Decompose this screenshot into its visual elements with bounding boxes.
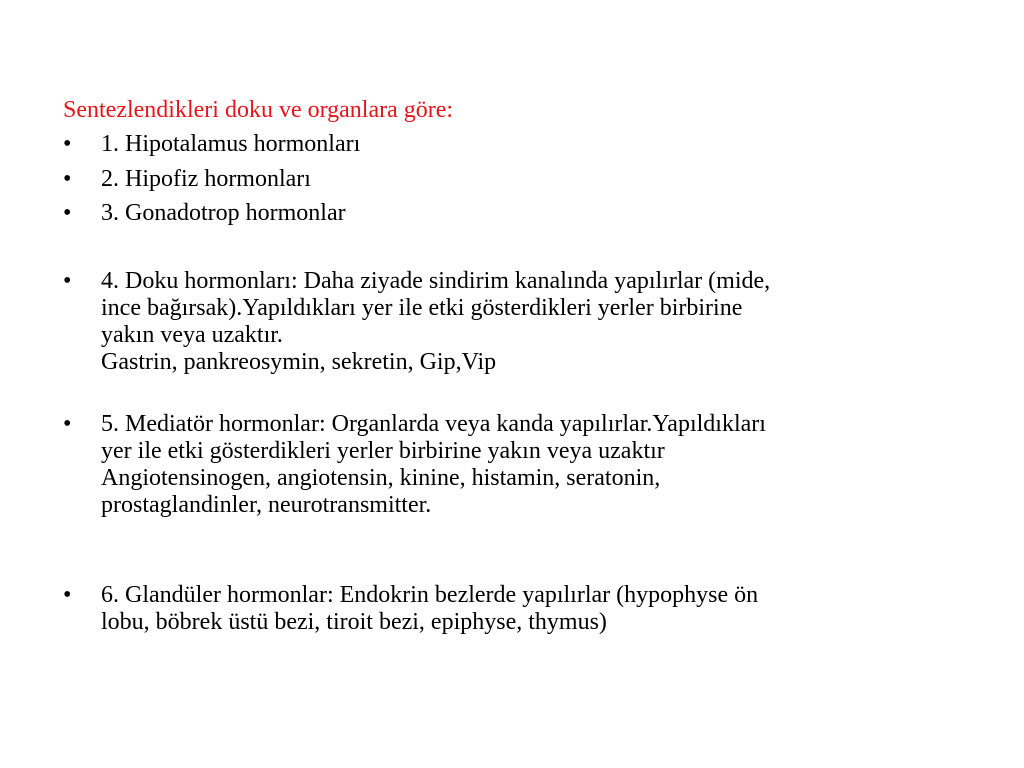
list-item-examples: Gastrin, pankreosymin, sekretin, Gip,Vip [101, 349, 497, 375]
list-item-main-text: 4. Doku hormonları: Daha ziyade sindirim kanalında yapılırlar (mide, ince bağırsak).Yapıldıkları yer ile etki gösterdikleri yerler birbirine yakın veya uzaktır. [101, 268, 771, 348]
list-item-text: 2. Hipofiz hormonları [101, 166, 311, 192]
list-item-text: 3. Gonadotrop hormonlar [101, 200, 346, 226]
list-item [63, 411, 943, 519]
bullet-icon: • [63, 131, 72, 157]
list-item-text: 6. Glandüler hormonlar: Endokrin bezlerde yapılırlar (hypophyse ön lobu, böbrek üstü bezi, tiroit bezi, epiphyse, thymus) [101, 582, 759, 635]
bullet-icon: • [63, 411, 72, 437]
list-item-text [101, 268, 943, 376]
list-item-examples: Angiotensinogen, angiotensin, kinine, histamin, seratonin, prostaglandinler, neurotransmitter. [101, 465, 661, 518]
bullet-icon: • [63, 166, 72, 192]
list-item [63, 582, 943, 636]
list-item-main-text: 5. Mediatör hormonlar: Organlarda veya kanda yapılırlar.Yapıldıkları yer ile etki gösterdikleri yerler birbirine yakın veya uzaktır [101, 411, 766, 464]
list-item [63, 200, 943, 227]
list-item-text: 1. Hipotalamus hormonları [101, 131, 361, 157]
bullet-icon: • [63, 582, 72, 608]
list-item [63, 166, 943, 193]
bullet-icon: • [63, 268, 72, 294]
list-item-text [101, 411, 943, 519]
list-item [63, 131, 943, 158]
slide-heading: Sentezlendikleri doku ve organlara göre: [63, 97, 454, 123]
list-item [63, 268, 943, 376]
bullet-icon: • [63, 200, 72, 226]
